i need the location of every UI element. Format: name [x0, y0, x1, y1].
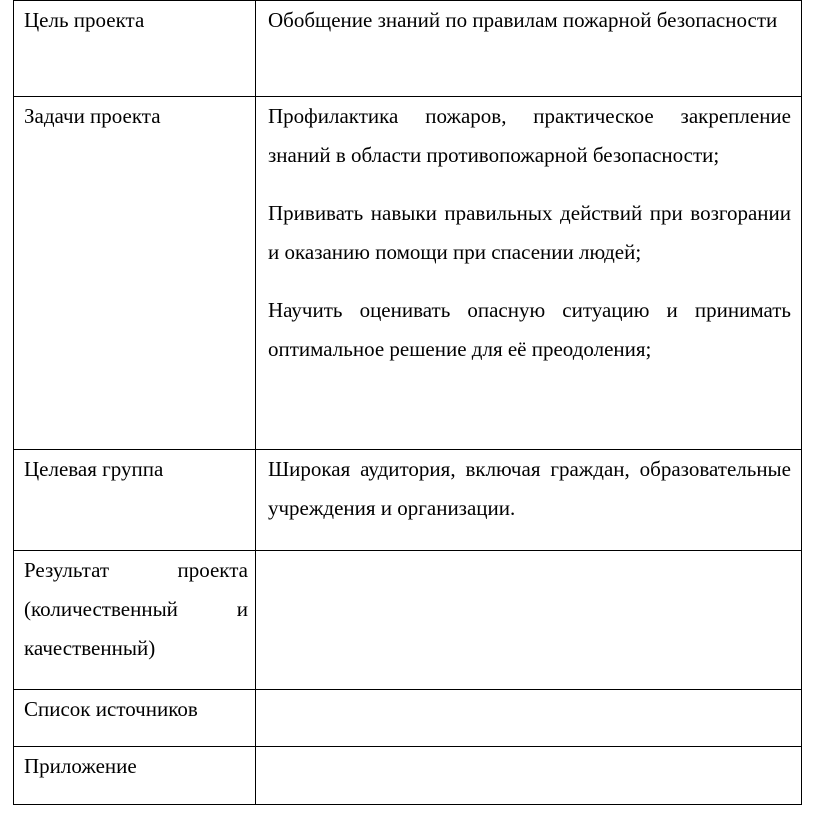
row-label: Список источников [14, 690, 256, 747]
row-label: Цель проекта [14, 1, 256, 97]
row-value-empty [256, 551, 802, 690]
table-row-result [14, 551, 802, 690]
row-value [256, 97, 802, 450]
row-value-empty [256, 690, 802, 747]
row-label: Приложение [14, 747, 256, 805]
paragraph: Профилактика пожаров, практическое закрепление знаний в области противопожарной безопасности; [268, 104, 791, 167]
table-row-sources [14, 690, 802, 747]
table-row-appendix [14, 747, 802, 805]
row-value-empty [256, 747, 802, 805]
table-row-tasks [14, 97, 802, 450]
row-label: Задачи проекта [14, 97, 256, 450]
paragraph: Научить оценивать опасную ситуацию и принимать оптимальное решение для её преодоления; [268, 298, 791, 361]
table-row-goal [14, 1, 802, 97]
row-label: Результат проекта (количественный и качественный) [14, 551, 256, 690]
paragraph: Прививать навыки правильных действий при возгорании и оказанию помощи при спасении людей; [268, 201, 791, 264]
row-value [256, 450, 802, 551]
table-row-target-group [14, 450, 802, 551]
paragraph: Широкая аудитория, включая граждан, образовательные учреждения и организации. [268, 457, 791, 520]
paragraph: Обобщение знаний по правилам пожарной безопасности [268, 8, 778, 32]
row-label: Целевая группа [14, 450, 256, 551]
project-passport-table [13, 0, 802, 805]
row-value [256, 1, 802, 97]
